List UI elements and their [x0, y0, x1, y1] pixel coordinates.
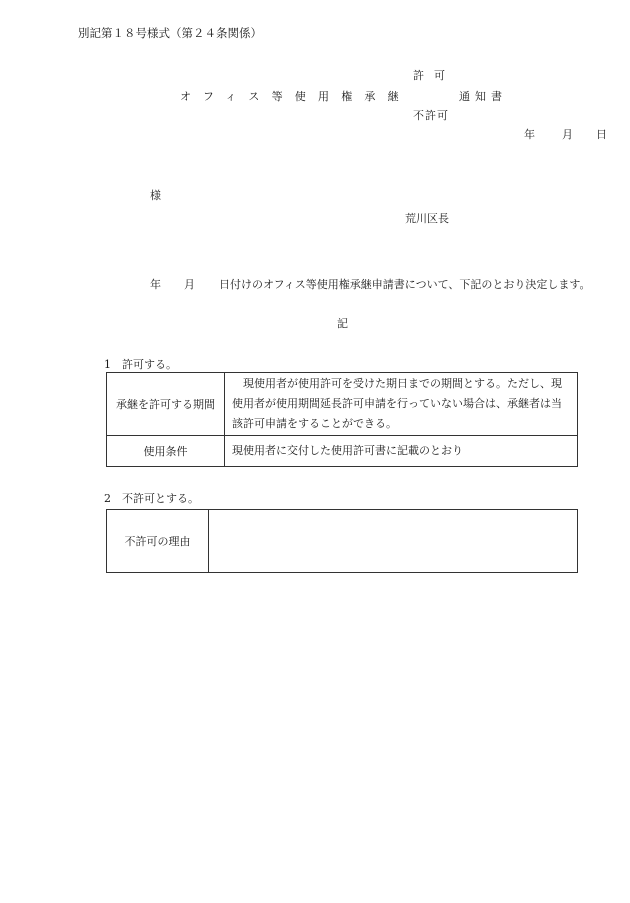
body-text: 日付けのオフィス等使用権承継申請書について、下記のとおり決定します。: [219, 278, 591, 291]
section-1-heading: 1 許可する。: [104, 358, 177, 371]
body-month-label: 月: [184, 278, 195, 291]
table-row: [107, 510, 578, 573]
period-value: 現使用者が使用許可を受けた期日までの期間とする。ただし、現使用者が使用期間延長許可申請を行っていない場合は、承継者は当該許可申請をすることができる。: [225, 373, 578, 436]
issuer-name: 荒川区長: [405, 212, 449, 225]
table-row: [107, 436, 578, 467]
section-2-heading: 2 不許可とする。: [104, 492, 199, 505]
reason-label: 不許可の理由: [107, 510, 209, 573]
document-title-suffix: 通知書: [459, 90, 507, 103]
date-month-label: 月: [562, 128, 573, 141]
nonpermit-table: [106, 509, 578, 573]
date-day-label: 日: [596, 128, 607, 141]
conditions-value: 現使用者に交付した使用許可書に記載のとおり: [225, 436, 578, 467]
form-number: 別記第１８号様式（第２４条関係）: [78, 26, 262, 40]
period-label: 承継を許可する期間: [107, 373, 225, 436]
addressee-honorific: 様: [150, 189, 161, 202]
title-permit-option: 許可: [413, 69, 455, 82]
document-title: オフィス等使用権承継: [180, 90, 411, 103]
conditions-label: 使用条件: [107, 436, 225, 467]
body-year-label: 年: [150, 278, 161, 291]
ki-heading: 記: [337, 317, 348, 330]
title-nonpermit-option: 不許可: [413, 109, 449, 122]
reason-value[interactable]: [209, 510, 578, 573]
permit-table: [106, 372, 578, 467]
date-year-label: 年: [524, 128, 535, 141]
table-row: [107, 373, 578, 436]
